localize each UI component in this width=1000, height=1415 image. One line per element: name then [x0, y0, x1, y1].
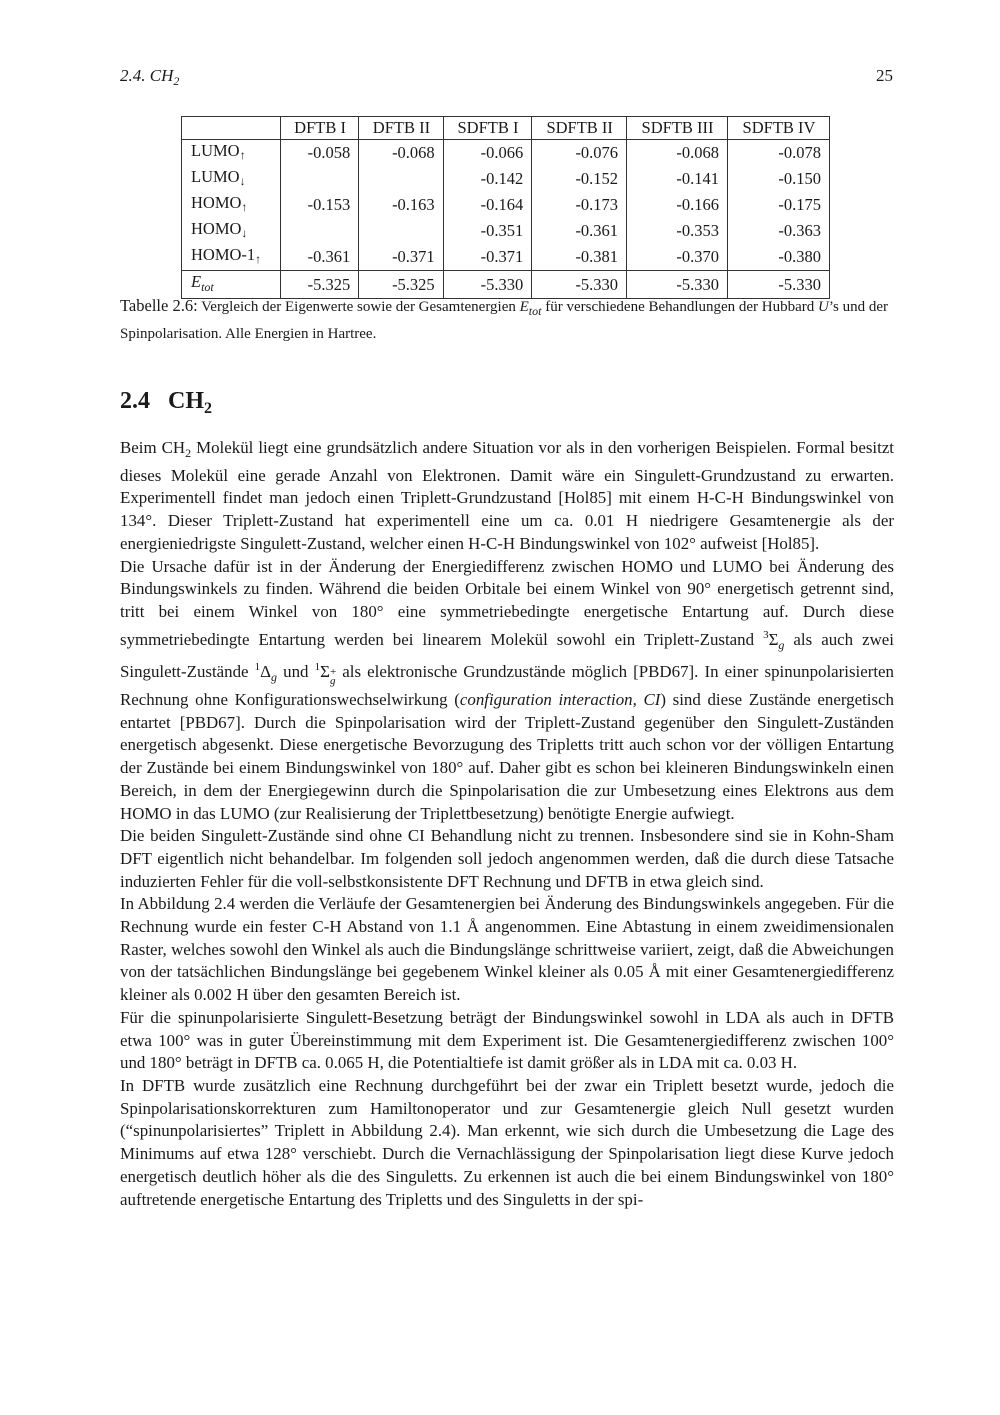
table-cell: -0.076	[532, 140, 627, 167]
table-cell: -0.152	[532, 166, 627, 192]
table-cell: -5.330	[443, 271, 532, 299]
table-cell: -5.330	[532, 271, 627, 299]
table-header-cell: SDFTB II	[532, 117, 627, 140]
section-heading	[120, 388, 212, 418]
table-row	[182, 140, 830, 167]
table-cell: -0.361	[280, 244, 358, 271]
row-label: HOMO-1↑	[182, 244, 281, 271]
running-header	[120, 66, 893, 92]
row-label: LUMO↓	[182, 166, 281, 192]
page-number: 25	[876, 66, 893, 85]
table-cell: -0.380	[728, 244, 830, 271]
table-cell: -0.068	[627, 140, 728, 167]
table-cell: -0.371	[443, 244, 532, 271]
table-cell: -0.141	[627, 166, 728, 192]
table-row	[182, 244, 830, 271]
table-cell: -0.142	[443, 166, 532, 192]
table-header-cell: SDFTB I	[443, 117, 532, 140]
table-cell: -0.150	[728, 166, 830, 192]
table-cell: -0.163	[359, 192, 443, 218]
paragraph: In DFTB wurde zusätzlich eine Rechnung durchgeführt bei der zwar ein Triplett besetzt wurde, jedoch die Spinpolarisationskorrekturen zum Hamiltonoperator und zur Gesamtenergie gleich Null gesetzt wurden (“spinunpolarisiertes” Triplett in Abbildung 2.4). Man erkennt, wie sich durch die Umbesetzung die Lage des Minimums auf etwa 128° verschiebt. Durch die Vernachlässigung der Spinpolarisation liegt diese Kurve jedoch energetisch deutlich höher als die des Singuletts. Zu erkennen ist auch die bei einem Bindungswinkel von 180° auftretende energetische Entartung des Tripletts und des Singuletts in der spi-	[120, 1075, 894, 1209]
table-cell: -0.166	[627, 192, 728, 218]
table-caption: Tabelle 2.6: Vergleich der Eigenwerte sowie der Gesamtenergien $E_{tot}$ für verschiedene Behandlungen der Hubbard U’s und der Spinpolarisation. Alle Energien in Hartree.	[120, 296, 889, 342]
table-cell: -0.371	[359, 244, 443, 271]
table-cell: -0.164	[443, 192, 532, 218]
table-cell: -0.353	[627, 218, 728, 244]
table-row	[182, 218, 830, 244]
table-cell: -5.330	[728, 271, 830, 299]
row-label: HOMO↓	[182, 218, 281, 244]
table-cell: -5.325	[280, 271, 358, 299]
paragraph: Die beiden Singulett-Zustände sind ohne CI Behandlung nicht zu trennen. Insbesondere sind sie in Kohn-Sham DFT eigentlich nicht behandelbar. Im folgenden soll jedoch angenommen werden, daß die durch diese Tatsache induzierten Fehler für die voll-selbstkonsistente DFT Rechnung und DFTB in etwa gleich sind.	[120, 826, 894, 891]
table-cell: -0.173	[532, 192, 627, 218]
section-number: 2.4	[120, 388, 150, 414]
table-header-cell: SDFTB IV	[728, 117, 830, 140]
paragraph: Für die spinunpolarisierte Singulett-Besetzung beträgt der Bindungswinkel sowohl in LDA als auch in DFTB etwa 100° was in guter Übereinstimmung mit dem Experiment ist. Die Gesamtenergiedifferenz zwischen 100° und 180° beträgt in DFTB ca. 0.065 H, die Potentialtiefe ist damit größer als in LDA mit ca. 0.03 H.	[120, 1007, 894, 1073]
table-cell: -0.381	[532, 244, 627, 271]
body-text	[120, 437, 894, 1211]
table-cell: -0.153	[280, 192, 358, 218]
section-title: $CH_2$	[168, 388, 212, 417]
table-cell: -0.068	[359, 140, 443, 167]
table-row	[182, 192, 830, 218]
table-cell: -0.175	[728, 192, 830, 218]
table-cell: -5.325	[359, 271, 443, 299]
table-cell	[280, 218, 358, 244]
table-header-cell: DFTB I	[280, 117, 358, 140]
eigenvalue-table	[181, 116, 830, 299]
table-cell	[280, 166, 358, 192]
running-header-section: 2.4. $CH_2$	[120, 66, 180, 88]
table-header-cell: DFTB II	[359, 117, 443, 140]
paragraph: In Abbildung 2.4 werden die Verläufe der Gesamtenergien bei Änderung des Bindungswinkels angegeben. Für die Rechnung wurde ein fester C-H Abstand von 1.1 Å angenommen. Eine Abtastung in einem zweidimensionalen Raster, welches sowohl den Winkel als auch die Bindungslänge schrittweise variiert, zeigt, daß die Abweichungen von der tatsächlichen Bindungslänge bei gegebenem Winkel kleiner als 0.05 Å mit einer Gesamtenergiedifferenz kleiner als 0.002 H über den gesamten Bereich ist.	[120, 894, 894, 1005]
table-cell: -0.066	[443, 140, 532, 167]
table-cell: -0.370	[627, 244, 728, 271]
table-cell: -5.330	[627, 271, 728, 299]
paragraph: Beim $CH_2$ Molekül liegt eine grundsätzlich andere Situation vor als in den vorherigen Beispielen. Formal besitzt dieses Molekül eine gerade Anzahl von Elektronen. Damit wäre ein Singulett-Grundzustand zu erwarten. Experimentell findet man jedoch einen Triplett-Grundzustand [Hol85] mit einem H-C-H Bindungswinkel von 134°. Dieser Triplett-Zustand hat experimentell eine um ca. 0.01 H niedrigere Gesamtenergie als der energieniedrigste Singulett-Zustand, welcher einen H-C-H Bindungswinkel von 102° aufweist [Hol85].	[120, 438, 895, 553]
table-cell: -0.078	[728, 140, 830, 167]
table-cell	[359, 218, 443, 244]
table-cell: -0.361	[532, 218, 627, 244]
row-label: HOMO↑	[182, 192, 281, 218]
table-header-cell: SDFTB III	[627, 117, 728, 140]
table-cell: -0.058	[280, 140, 358, 167]
caption-label: Tabelle 2.6:	[120, 296, 198, 315]
table-cell	[359, 166, 443, 192]
table-header-row	[182, 117, 830, 140]
table-cell: -0.351	[443, 218, 532, 244]
table-header-cell	[182, 117, 281, 140]
row-label: $E_{tot}$	[182, 271, 281, 299]
table-cell: -0.363	[728, 218, 830, 244]
table-row	[182, 166, 830, 192]
paragraph: Die Ursache dafür ist in der Änderung der Energiedifferenz zwischen HOMO und LUMO bei Änderung des Bindungswinkels zu finden. Während die beiden Orbitale bei einem Winkel von 90° energetisch getrennt sind, tritt bei einem Winkel von 180° eine symmetriebedingte energetische Entartung auf. Durch diese symmetriebedingte Entartung werden bei linearem Molekül sowohl ein Triplett-Zustand $^3\Sigma_g$ als auch zwei Singulett-Zustände $^1\Delta_g$ und $^1$Σ + g als elektronische Grundzustände möglich [PBD67]. In einer spinunpolarisierten Rechnung ohne Konfigurationswechselwirkung (configuration interaction, CI) sind diese Zustände energetisch entartet [PBD67]. Durch die Spinpolarisation wird der Triplett-Zustand gegenüber den Singulett-Zuständen energetisch abgesenkt. Diese energetische Bevorzugung des Tripletts tritt auch schon vor der völligen Entartung der Zustände bei einem Bindungswinkel von 180° auf. Daher gibt es schon bei kleineren Bindungswinkeln einen Bereich, in dem der Energiegewinn durch die Spinpolarisation die zur Umbesetzung eines Elektrons aus dem HOMO in das LUMO (zur Realisierung der Triplettbesetzung) benötigte Energie aufwiegt.	[120, 556, 894, 823]
row-label: LUMO↑	[182, 140, 281, 167]
